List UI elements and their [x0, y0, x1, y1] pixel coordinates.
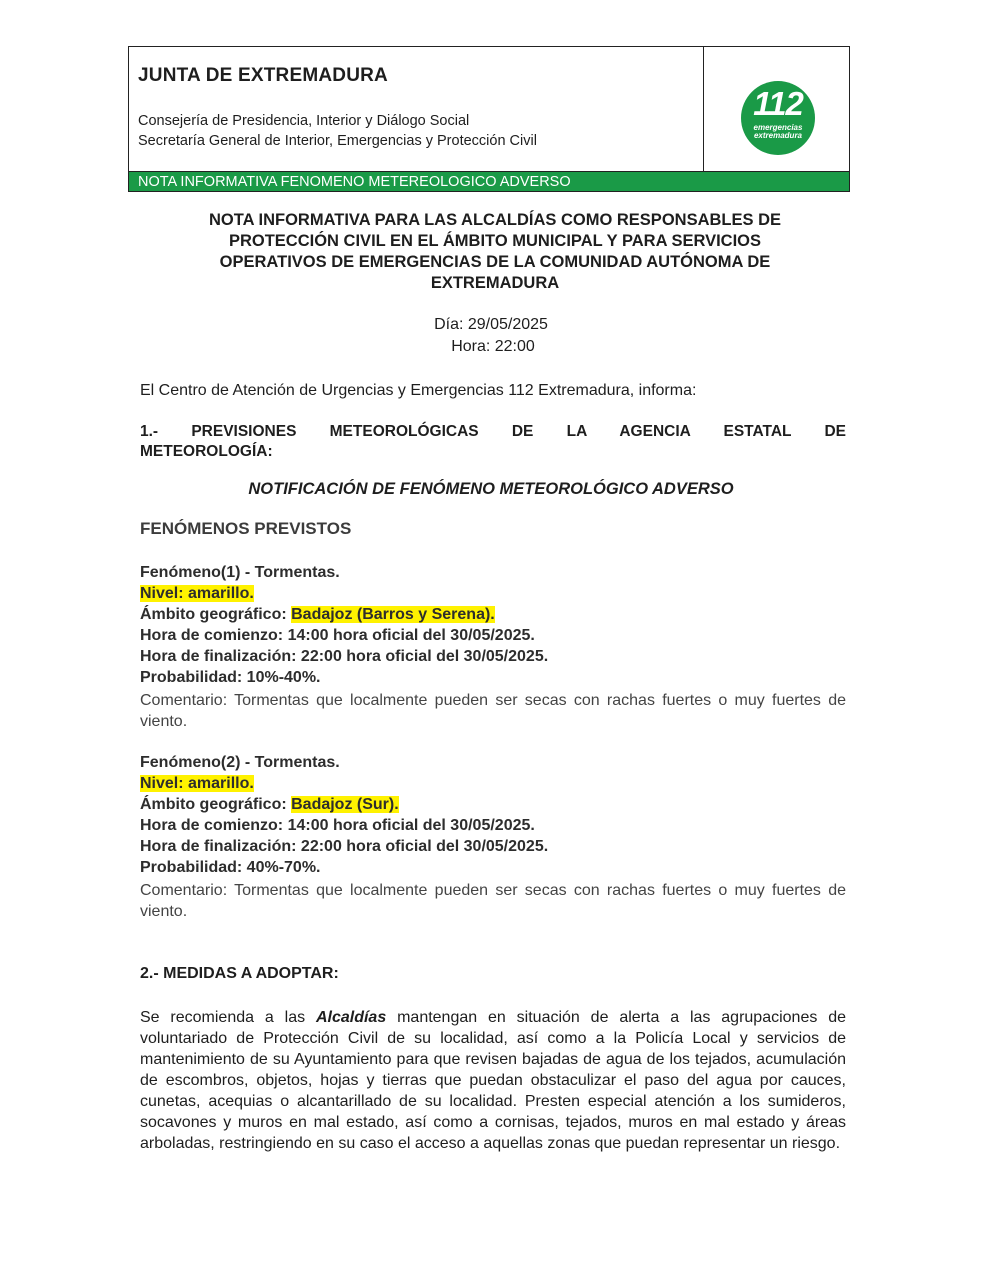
section-2-heading: 2.- MEDIDAS A ADOPTAR: — [140, 965, 339, 982]
section-1-heading-line-2: METEOROLOGÍA: — [140, 443, 273, 460]
phenomenon-2-area — [140, 796, 399, 814]
department-line-2: Secretaría General de Interior, Emergencias y Protección Civil — [138, 133, 537, 149]
department-line-1: Consejería de Presidencia, Interior y Diálogo Social — [138, 113, 470, 129]
phenomenon-1-title: Fenómeno(1) - Tormentas. — [140, 564, 340, 581]
phenomenon-1-area-label: Ámbito geográfico: — [140, 606, 292, 623]
header-org-cell — [129, 47, 704, 171]
phenomenon-2-area-label: Ámbito geográfico: — [140, 796, 292, 813]
phenomenon-2-level-highlight: Nivel: amarillo. — [140, 775, 254, 792]
phenomenon-2-probability: Probabilidad: 40%-70%. — [140, 859, 321, 876]
measures-paragraph-emphasis: Alcaldías — [315, 1009, 387, 1026]
time-line: Hora: 22:00 — [451, 338, 535, 355]
logo-text-line-1: emergencias — [753, 123, 803, 132]
phenomenon-1-start: Hora de comienzo: 14:00 hora oficial del 30/05/2025. — [140, 627, 535, 644]
title-line-2: PROTECCIÓN CIVIL EN EL ÁMBITO MUNICIPAL Y PARA SERVICIOS — [228, 232, 762, 250]
phenomenon-1-probability: Probabilidad: 10%-40%. — [140, 669, 321, 686]
header-banner: NOTA INFORMATIVA FENOMENO METEREOLOGICO ADVERSO — [129, 171, 849, 191]
header-logo-cell — [704, 47, 850, 171]
section-1-heading-line-1: 1.- PREVISIONES METEOROLÓGICAS DE LA AGENCIA ESTATAL DE — [140, 423, 846, 440]
title-line-3: OPERATIVOS DE EMERGENCIAS DE LA COMUNIDAD AUTÓNOMA DE — [219, 253, 771, 271]
emergencias-112-logo — [741, 81, 815, 155]
phenomenon-2-comment: Comentario: Tormentas que localmente pueden ser secas con rachas fuertes o muy fuertes de viento. — [140, 882, 846, 920]
title-line-1: NOTA INFORMATIVA PARA LAS ALCALDÍAS COMO RESPONSABLES DE — [209, 211, 781, 229]
measures-paragraph-start: Se recomienda a las — [140, 1009, 316, 1026]
document-header — [128, 46, 850, 192]
notification-heading: NOTIFICACIÓN DE FENÓMENO METEOROLÓGICO ADVERSO — [248, 480, 734, 498]
org-name: JUNTA DE EXTREMADURA — [138, 65, 388, 86]
phenomenon-1-level-highlight: Nivel: amarillo. — [140, 585, 254, 602]
intro-text: El Centro de Atención de Urgencias y Emergencias 112 Extremadura, informa: — [140, 382, 697, 399]
logo-number: 112 — [753, 85, 803, 122]
phenomenon-1-comment: Comentario: Tormentas que localmente pueden ser secas con rachas fuertes o muy fuertes de viento. — [140, 692, 846, 730]
phenomenon-1-area-value: Badajoz (Barros y Serena). — [291, 606, 495, 623]
date-line: Día: 29/05/2025 — [434, 316, 548, 333]
measures-paragraph-rest: mantengan en situación de alerta a las agrupaciones de voluntariado de Protección Civil de su localidad, así como a la Policía Local y servicios de mantenimiento de su Ayuntamiento para que revisen bajadas de agua de los tejados, acumulación de escombros, objetos, hojas y tierras que puedan obstaculizar el paso del agua por cauces, cunetas, acequias o alcantarillado de su localidad. Presten especial atención a los sumideros, socavones y muros en mal estado, así como a cornisas, tejados, muros en mal estado y áreas arboladas, restringiendo en su caso el acceso a aquellas zonas que puedan representar un riesgo. — [140, 1009, 846, 1152]
logo-text-line-2: extremadura — [753, 131, 803, 140]
phenomenon-2-level — [140, 775, 254, 793]
title-line-4: EXTREMADURA — [430, 274, 560, 292]
phenomenon-1-area — [140, 606, 495, 624]
measures-paragraph — [140, 1007, 846, 1154]
phenomenon-2-area-value: Badajoz (Sur). — [291, 796, 399, 813]
phenomenon-2-start: Hora de comienzo: 14:00 hora oficial del 30/05/2025. — [140, 817, 535, 834]
document-title — [140, 210, 850, 294]
phenomenon-2-title: Fenómeno(2) - Tormentas. — [140, 754, 340, 771]
phenomenon-1-level — [140, 585, 254, 603]
phenomenon-1-end: Hora de finalización: 22:00 hora oficial del 30/05/2025. — [140, 648, 549, 665]
phenomenon-2-end: Hora de finalización: 22:00 hora oficial del 30/05/2025. — [140, 838, 549, 855]
phenomena-subtitle: FENÓMENOS PREVISTOS — [140, 519, 352, 538]
